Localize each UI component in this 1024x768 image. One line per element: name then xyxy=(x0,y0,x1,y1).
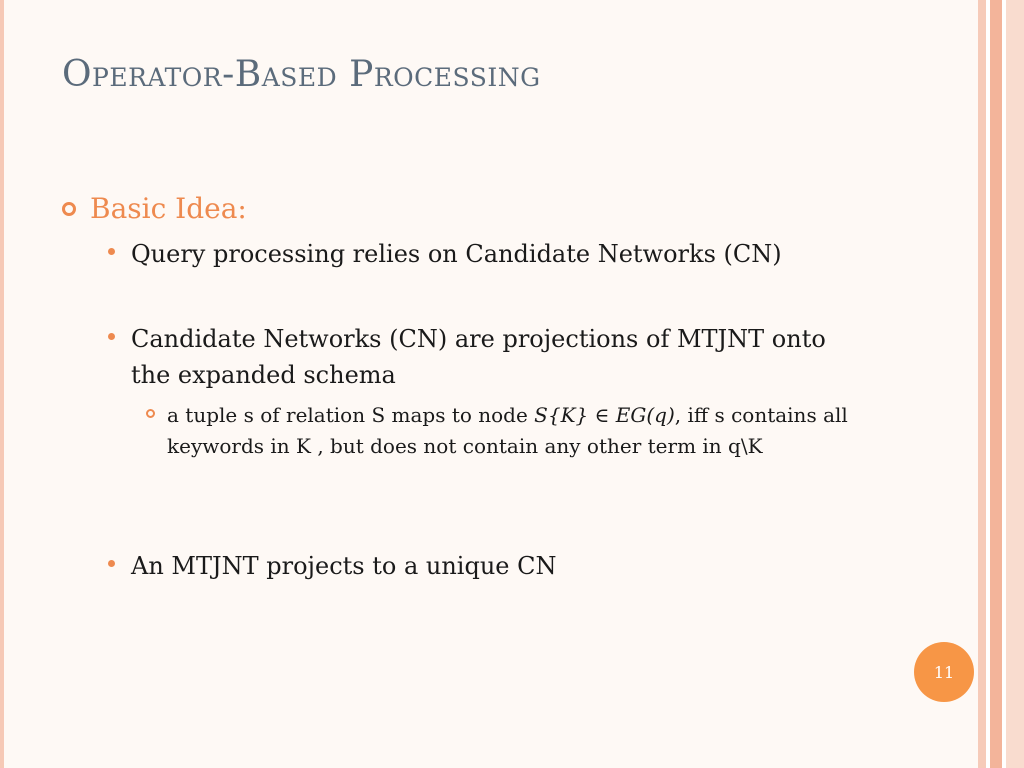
bullet-basic-idea xyxy=(62,192,247,225)
sub-bullet-text xyxy=(167,400,866,462)
node-label: S{K} xyxy=(534,403,589,427)
decorative-stripe xyxy=(978,0,986,768)
bullet-text: Candidate Networks (CN) are projections of MTJNT onto the expanded schema xyxy=(131,325,826,389)
page-number-badge: 11 xyxy=(914,642,974,702)
sub-bullet-prefix: a tuple s of relation S maps to node xyxy=(167,403,528,427)
sub-bullet-item xyxy=(146,400,866,462)
bullet-item xyxy=(108,236,868,272)
bullet-item xyxy=(108,548,868,584)
ring-bullet-icon xyxy=(146,409,155,418)
slide-title: Operator-Based Processing xyxy=(62,54,541,95)
element-of-symbol: ∈ xyxy=(594,403,610,427)
eg-label: EG(q) xyxy=(615,403,675,427)
dot-bullet-icon xyxy=(108,333,115,340)
bullet-text: An MTJNT projects to a unique CN xyxy=(131,552,557,580)
sub-bullet-suffix: , iff s contains all keywords in K , but does not contain any other term in q\K xyxy=(167,403,848,458)
basic-idea-label: Basic Idea: xyxy=(90,192,247,225)
bullet-text: Query processing relies on Candidate Networks (CN) xyxy=(131,240,782,268)
bullet-item xyxy=(108,321,868,393)
decorative-stripe xyxy=(990,0,1002,768)
dot-bullet-icon xyxy=(108,248,115,255)
decorative-stripe xyxy=(1006,0,1024,768)
dot-bullet-icon xyxy=(108,560,115,567)
ring-bullet-icon xyxy=(62,202,76,216)
